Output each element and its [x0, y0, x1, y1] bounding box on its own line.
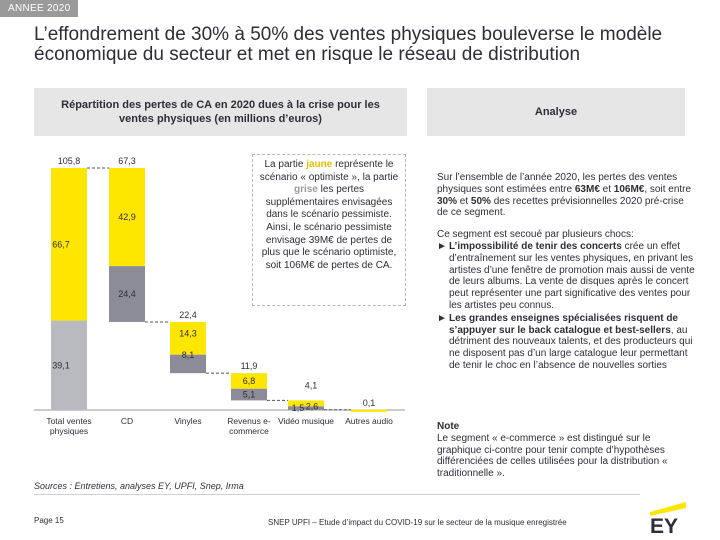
category-label: Vidéo musique: [277, 416, 335, 426]
bullet-retailers: ► Les grandes enseignes spécialisées risquent de s’appuyer sur le back catalogue et best-sellers, au détriment des nouveaux talents, et des producteurs qui ne disposent pas d’un large catalogue leur permettant de tenir le choc en l’absence de nouvelles sorties: [437, 312, 693, 371]
note-title: Note: [437, 421, 460, 432]
page-title: L’effondrement de 30% à 50% des ventes physiques bouleverse le modèle économique du secteur et met en risque le réseau de distribution: [34, 24, 663, 65]
category-label: Revenus e-commerce: [227, 416, 271, 436]
analysis-body: [437, 172, 695, 373]
label-total-value: 22,4: [179, 309, 197, 320]
label-optimistic: 6,8: [242, 375, 256, 386]
category-label: Vinyles: [174, 416, 202, 426]
label-optimistic: 42,9: [118, 212, 136, 223]
analysis-header: Analyse: [427, 88, 685, 136]
label-optimistic: 14,3: [179, 328, 197, 339]
sources: Sources : Entretiens, analyses EY, UPFI, Snep, Irma: [34, 481, 244, 491]
label-pessimistic: 8,1: [181, 349, 195, 360]
callout-text-3: les pertes supplémentaires envisagées dans le scénario pessimiste. Ainsi, le scénario pessimiste envisage 39M€ de pertes de plus que le scénario optimiste, soit 106M€ de pertes de CA.: [261, 184, 397, 271]
chart-header: Répartition des pertes de CA en 2020 dues à la crise pour les ventes physiques (en millions d’euros): [34, 88, 407, 136]
label-optimistic: 2,6: [305, 401, 319, 412]
label-pessimistic: 24,4: [118, 289, 136, 300]
label-total: 105,8: [57, 156, 81, 166]
label-total-optimistic: 66,7: [52, 239, 70, 250]
analysis-bullets: [437, 241, 695, 372]
analysis-paragraph-1: Sur l’ensemble de l’année 2020, les pertes des ventes physiques sont estimées entre 63M€ et 106M€, soit entre 30% et 50% des recettes prévisionnelles 2020 pré-crise de ce segment.: [437, 172, 692, 219]
label-total-pessimistic: 39,1: [52, 360, 70, 371]
label-total-value: 0,1: [362, 397, 376, 408]
category-label: Autres audio: [345, 416, 393, 426]
callout-text-1: La partie: [264, 159, 307, 170]
footer-divider: [34, 494, 640, 495]
label-pessimistic: 1,5: [291, 402, 305, 413]
label-pessimistic: 5,1: [242, 389, 256, 400]
section-tag: ANNEE 2020: [0, 0, 78, 17]
bar-optimistic-small: [351, 410, 387, 412]
arrow-icon: ►: [437, 240, 447, 252]
callout-yellow-word: jaune: [306, 159, 333, 170]
callout-text-2: représente le scénario « optimiste », la partie: [259, 159, 399, 183]
analysis-paragraph-2: Ce segment est secoué par plusieurs chocs:: [437, 229, 634, 241]
label-total-value: 4,1: [304, 380, 318, 391]
ey-logo-text: EY: [650, 515, 679, 534]
chart-callout: [252, 154, 406, 306]
bullet-concerts: ► L’impossibilité de tenir des concerts crée un effet d’entraînement sur les ventes physiques, en privant les artistes d’une fenêtre de promotion mais aussi de vente de leurs albums. La vente de disques après le concert peut représenter une part significative des ventes pour les artistes peu connus.: [437, 240, 695, 311]
page-number: Page 15: [34, 516, 64, 525]
category-label: Total ventes physiques: [46, 416, 92, 436]
label-total-value: 11,9: [240, 361, 258, 372]
label-total-value: 67,3: [118, 156, 136, 166]
category-label: CD: [120, 416, 134, 426]
note-text: Le segment « e-commerce » est distingué sur le graphique ci-contre pour tenir compte d’hypothèses différenciées de celles utilisées pour la distribution « traditionnelle ».: [437, 432, 668, 480]
ey-logo: [648, 500, 688, 534]
document-title: SNEP UPFI – Etude d’impact du COVID-19 sur le secteur de la musique enregistrée: [268, 518, 567, 527]
callout-grey-word: grise: [293, 184, 318, 196]
arrow-icon: ►: [437, 312, 447, 324]
note: [437, 421, 695, 480]
